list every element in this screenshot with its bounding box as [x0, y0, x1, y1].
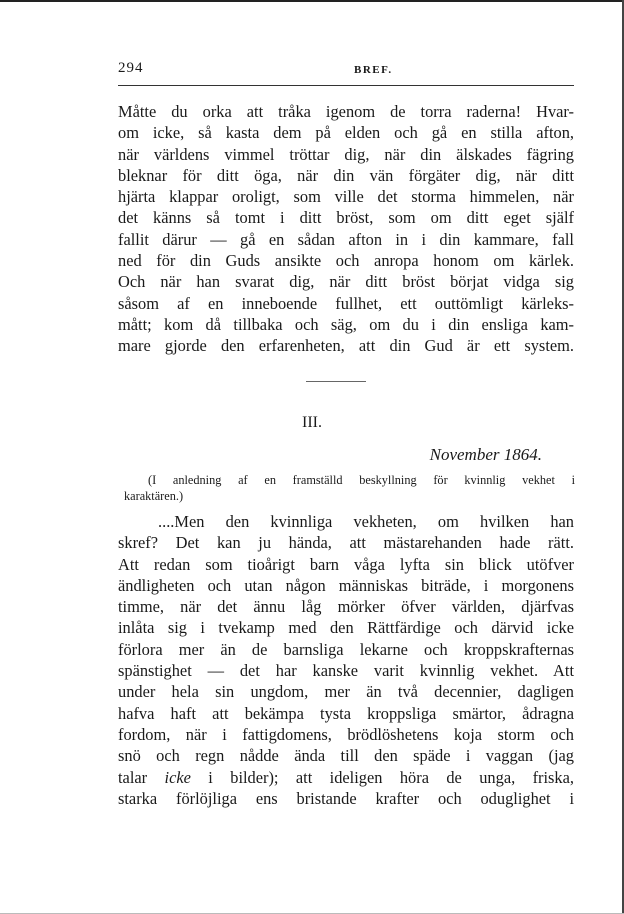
text-line: Att redan som tioårigt barn våga lyfta sin blick utöfver — [118, 554, 574, 574]
text-line: starka förlöjliga ens bristande krafter och oduglighet i — [118, 788, 574, 808]
text-line: snö och regn nådde ända till den späde i vaggan (jag — [118, 746, 574, 766]
page-number: 294 — [118, 60, 144, 76]
text-fragment: talar — [118, 767, 165, 787]
text-line: det känns så tomt i ditt bröst, som om ditt eget själf — [118, 208, 574, 228]
text-line: ändligheten och utan någon människas biträde, i morgonens — [118, 575, 574, 595]
text-line: under hela sin ungdom, mer än två decennier, dagligen — [118, 682, 574, 702]
text-line: hjärta klappar oroligt, som ville det storma himmelen, när — [118, 187, 574, 207]
text-line: hafva haft att bekämpa tysta kroppsliga smärtor, ådragna — [118, 703, 574, 723]
text-line: fallit därur — gå en sådan afton in i din kammare, fall — [118, 229, 574, 249]
text-line: inlåta sig i tvekamp med den Rättfärdige och därvid icke — [118, 618, 574, 638]
section-number: III. — [302, 414, 322, 431]
text-line: ....Men den kvinnliga vekheten, om hvilken han — [158, 512, 574, 531]
text-line: mare gjorde den erfarenheten, att din Gud är ett system. — [118, 336, 574, 356]
text-line: spänstighet — det har kanske varit kvinnlig vekhet. Att — [118, 661, 574, 681]
note-line: (I anledning af en framställd beskyllning för kvinnlig vekhet i — [148, 473, 575, 487]
text-line: mått; kom då tillbaka och säg, om du i din ensliga kam- — [118, 314, 574, 334]
text-line — [118, 767, 574, 788]
text-line: fordom, när i fattigdomens, brödlöshetens koja storm och — [118, 724, 574, 744]
italic-word: icke — [164, 767, 191, 787]
text-line: när världens vimmel tröttar dig, när din älskades fägring — [118, 144, 574, 164]
text-line: såsom af en inneboende fullhet, ett outtömligt kärleks- — [118, 293, 574, 313]
text-line: ned för din Guds ansikte och anropa honom om kärlek. — [118, 251, 574, 271]
paragraph-1 — [118, 101, 574, 357]
text-fragment: i bilder); att ideligen höra de unga, friska, — [190, 767, 574, 787]
note-line: karaktären.) — [124, 489, 184, 503]
header-rule — [118, 85, 574, 86]
text-line: Och när han svarat dig, när ditt bröst börjat vidga sig — [118, 272, 574, 292]
text-line: skref? Det kan ju hända, att mästarehanden hade rätt. — [118, 533, 574, 553]
letter-date: November 1864. — [429, 445, 542, 464]
running-title: BREF. — [354, 64, 393, 76]
text-line: Måtte du orka att tråka igenom de torra raderna! Hvar- — [118, 102, 574, 121]
text-line: timme, när det ännu låg mörker öfver världen, djärfvas — [118, 597, 574, 617]
text-line: om icke, så kasta dem på elden och gå en stilla afton, — [118, 123, 574, 143]
text-line: bleknar för ditt öga, när din vän förgäter dig, när ditt — [118, 165, 574, 185]
paragraph-2 — [118, 511, 574, 809]
page-header — [118, 60, 574, 80]
section-separator — [306, 381, 366, 382]
editorial-note — [124, 472, 575, 504]
page-top-border — [0, 0, 624, 2]
text-line: förlora mer än de barnsliga lekarne och kroppskrafternas — [118, 639, 574, 659]
